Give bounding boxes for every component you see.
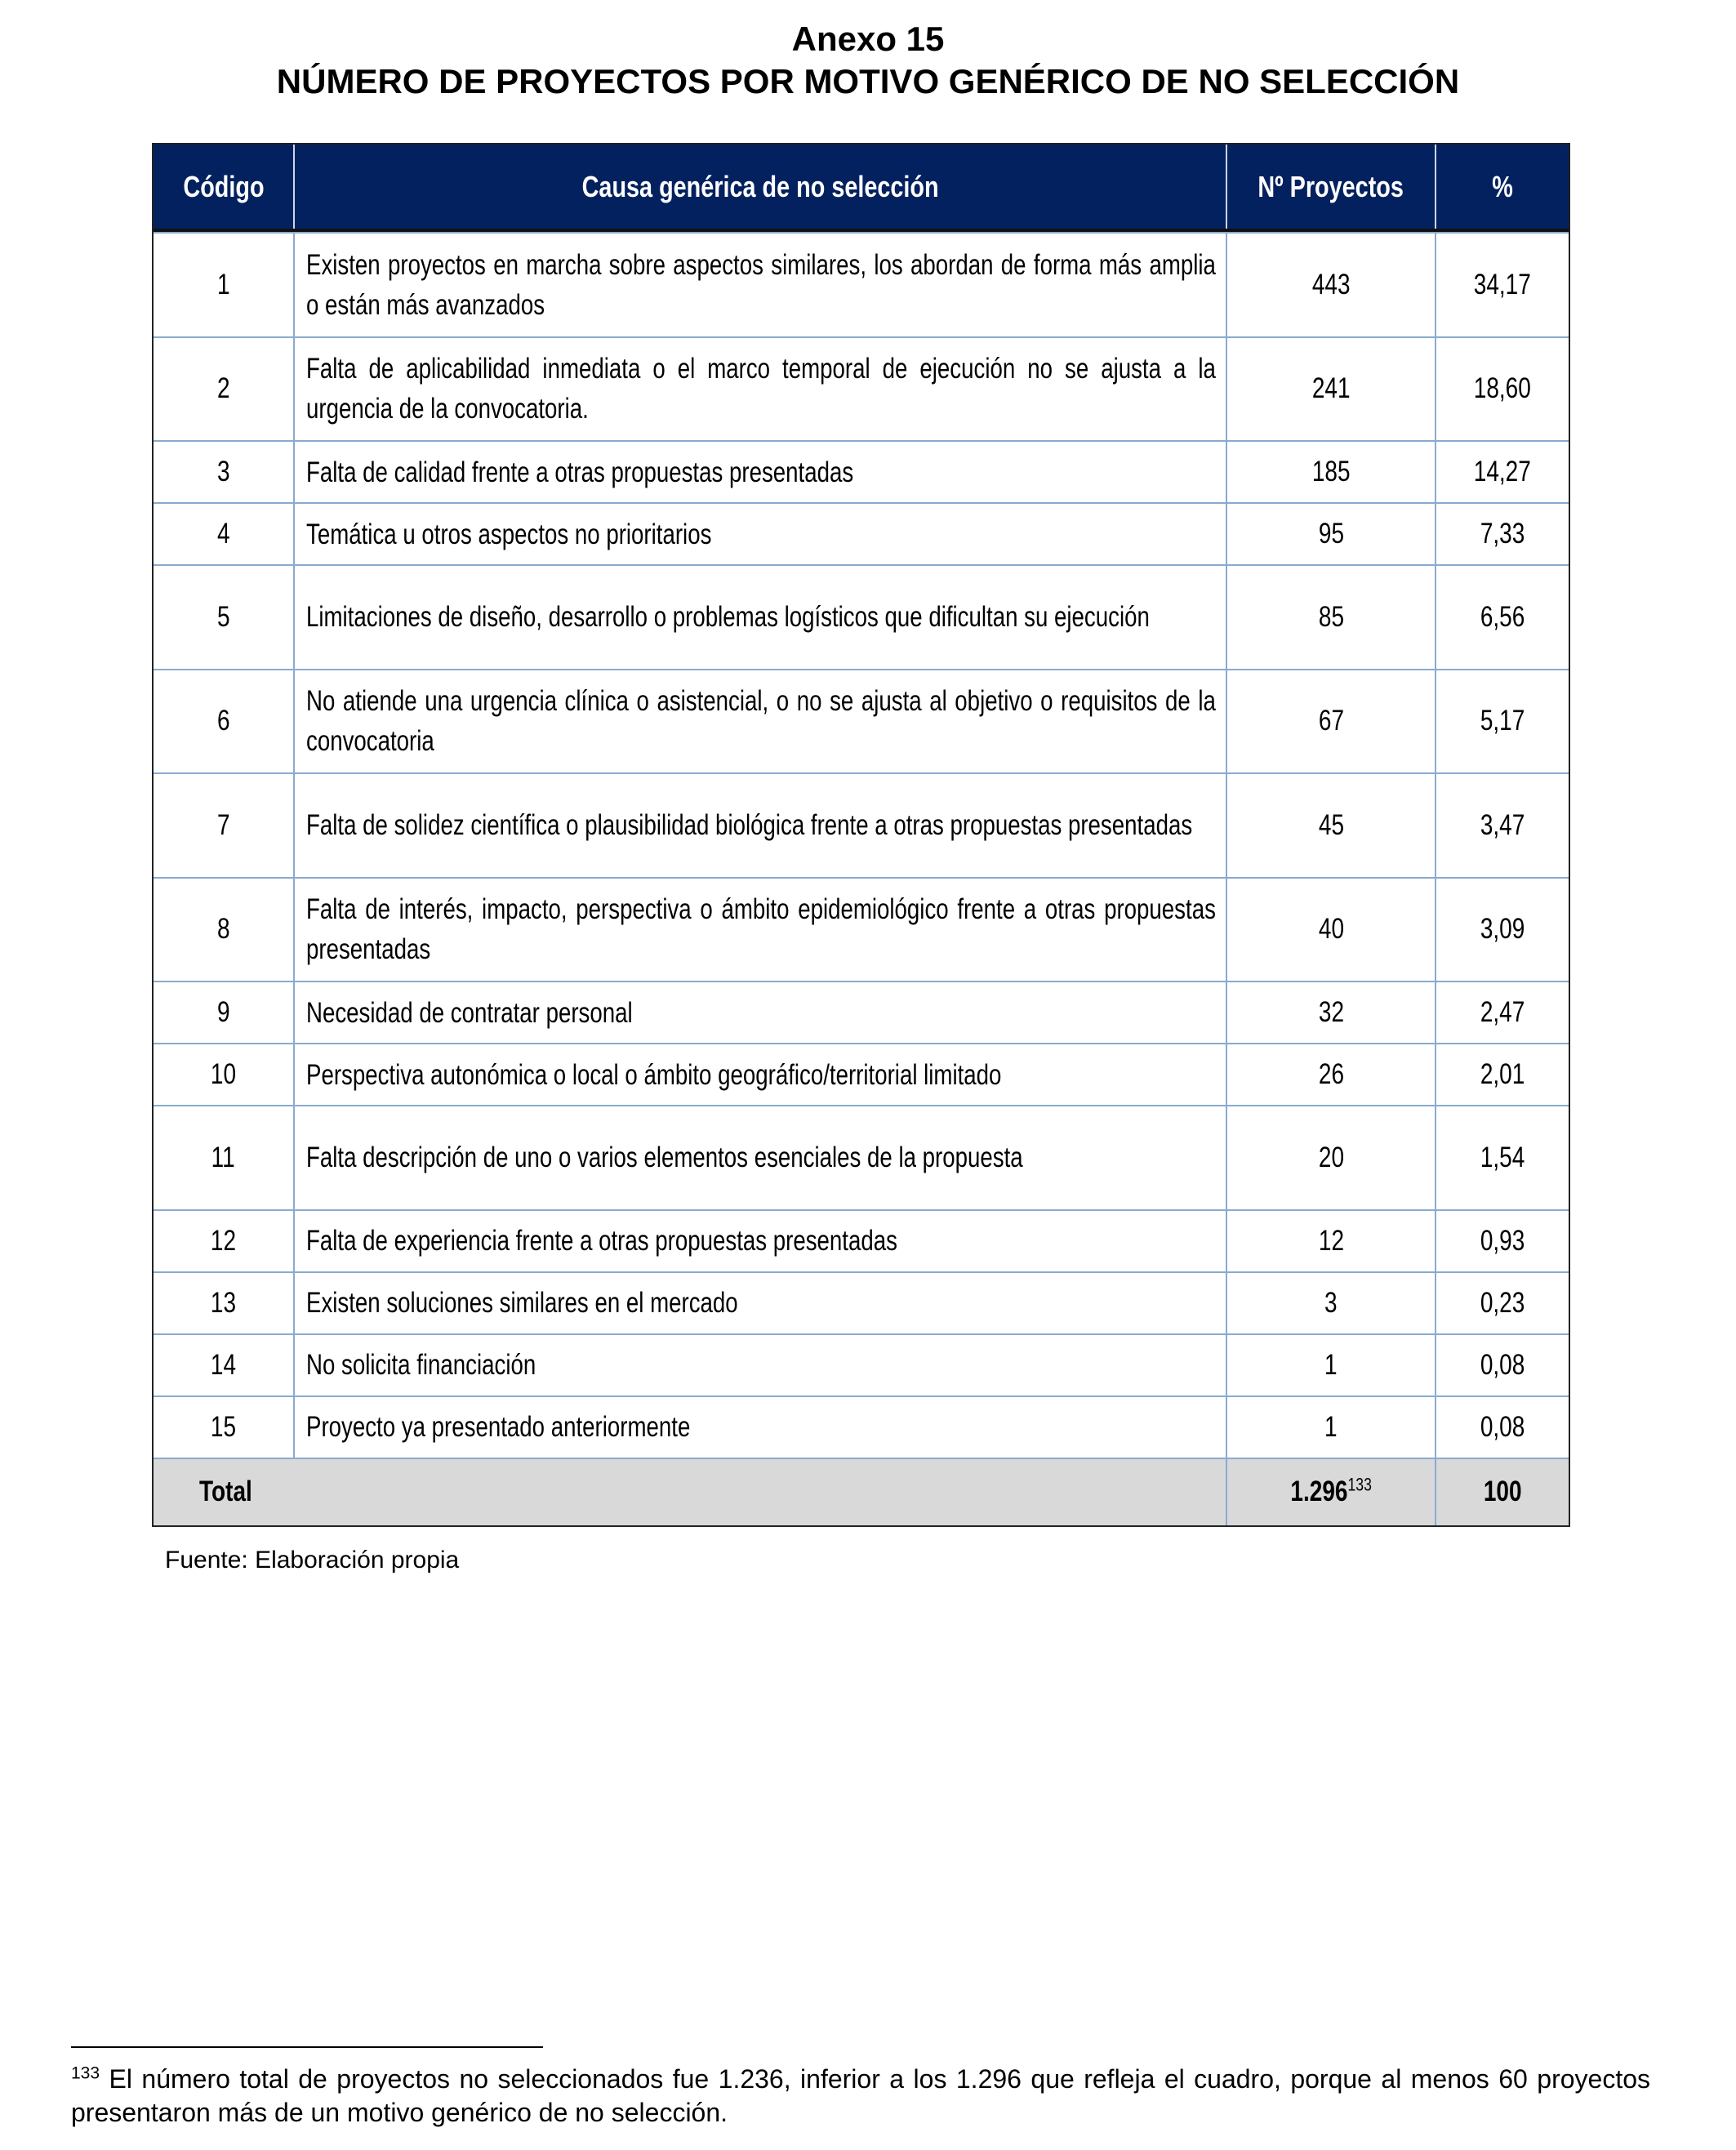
projects-cell: 3 bbox=[1226, 1273, 1435, 1333]
code-cell: 11 bbox=[211, 1141, 236, 1173]
percent-cell: 0,93 bbox=[1435, 1211, 1569, 1271]
code-cell: 8 bbox=[216, 913, 230, 946]
projects-cell: 85 bbox=[1226, 566, 1435, 669]
code-cell: 12 bbox=[210, 1224, 237, 1257]
column-header-projects: Nº Proyectos bbox=[1226, 145, 1435, 229]
code-cell: 2 bbox=[216, 372, 230, 405]
table-row bbox=[154, 564, 1569, 669]
cause-cell: Existen proyectos en marcha sobre aspectos similares, los abordan de forma más amplia o están más avanzados bbox=[293, 234, 1226, 336]
percent-cell: 18,60 bbox=[1435, 338, 1569, 441]
code-cell: 14 bbox=[210, 1348, 237, 1381]
table-header-row bbox=[154, 145, 1569, 232]
source-note: Fuente: Elaboración propia bbox=[165, 1547, 460, 1574]
percent-cell: 3,47 bbox=[1435, 774, 1569, 877]
cause-cell: Falta de experiencia frente a otras propuestas presentadas bbox=[293, 1211, 1226, 1271]
projects-cell: 32 bbox=[1226, 982, 1435, 1043]
projects-cell: 20 bbox=[1226, 1106, 1435, 1209]
code-cell: 3 bbox=[216, 456, 230, 487]
table-row bbox=[154, 1333, 1569, 1395]
footnote-separator bbox=[71, 2046, 543, 2048]
table-row bbox=[154, 981, 1569, 1043]
code-cell: 6 bbox=[216, 705, 230, 737]
percent-cell: 3,09 bbox=[1435, 879, 1569, 982]
code-cell: 4 bbox=[216, 518, 230, 550]
total-label: Total bbox=[199, 1476, 252, 1507]
percent-cell: 2,01 bbox=[1435, 1044, 1569, 1105]
table-row bbox=[154, 772, 1569, 877]
projects-cell: 443 bbox=[1226, 234, 1435, 336]
table-row bbox=[154, 1395, 1569, 1458]
percent-cell: 2,47 bbox=[1435, 982, 1569, 1043]
cause-cell: Proyecto ya presentado anteriormente bbox=[293, 1397, 1226, 1458]
cause-cell: Existen soluciones similares en el mercado bbox=[293, 1273, 1226, 1333]
cause-cell: Perspectiva autonómica o local o ámbito geográfico/territorial limitado bbox=[293, 1044, 1226, 1105]
table-row bbox=[154, 669, 1569, 773]
table-row bbox=[154, 336, 1569, 441]
table-row bbox=[154, 1271, 1569, 1333]
cause-cell: Limitaciones de diseño, desarrollo o problemas logísticos que dificultan su ejecución bbox=[293, 566, 1226, 669]
total-row bbox=[154, 1458, 1569, 1525]
footnote-number: 133 bbox=[71, 2063, 100, 2083]
percent-cell: 0,08 bbox=[1435, 1397, 1569, 1458]
cause-cell: Falta de calidad frente a otras propuestas presentadas bbox=[293, 442, 1226, 502]
projects-cell: 95 bbox=[1226, 504, 1435, 564]
table-row bbox=[154, 877, 1569, 982]
footnote-text: El número total de proyectos no seleccionados fue 1.236, inferior a los 1.296 que refleja el cuadro, porque al menos 60 proyectos presentaron más de un motivo genérico de no selección. bbox=[71, 2064, 1651, 2127]
code-cell: 10 bbox=[210, 1058, 237, 1090]
table-row bbox=[154, 1043, 1569, 1105]
percent-cell: 34,17 bbox=[1435, 234, 1569, 336]
projects-cell: 241 bbox=[1226, 338, 1435, 441]
percent-cell: 5,17 bbox=[1435, 670, 1569, 773]
cause-cell: Temática u otros aspectos no prioritarios bbox=[293, 504, 1226, 564]
table-row bbox=[154, 1105, 1569, 1209]
annex-label: Anexo 15 bbox=[791, 20, 945, 58]
cause-cell: No atiende una urgencia clínica o asistencial, o no se ajusta al objetivo o requisitos de la convocatoria bbox=[293, 670, 1226, 773]
column-header-percent: % bbox=[1435, 145, 1569, 229]
code-cell: 9 bbox=[216, 996, 230, 1028]
cause-cell: No solicita financiación bbox=[293, 1335, 1226, 1395]
cause-cell: Falta de solidez científica o plausibilidad biológica frente a otras propuestas presentadas bbox=[293, 774, 1226, 877]
column-header-cause: Causa genérica de no selección bbox=[293, 145, 1226, 229]
projects-cell: 40 bbox=[1226, 879, 1435, 982]
percent-cell: 0,08 bbox=[1435, 1335, 1569, 1395]
cause-cell: Falta de aplicabilidad inmediata o el marco temporal de ejecución no se ajusta a la urgencia de la convocatoria. bbox=[293, 338, 1226, 441]
projects-cell: 67 bbox=[1226, 670, 1435, 773]
page-title: NÚMERO DE PROYECTOS POR MOTIVO GENÉRICO DE NO SELECCIÓN bbox=[276, 62, 1460, 100]
projects-cell: 26 bbox=[1226, 1044, 1435, 1105]
percent-cell: 7,33 bbox=[1435, 504, 1569, 564]
cause-cell: Falta de interés, impacto, perspectiva o ámbito epidemiológico frente a otras propuestas presentadas bbox=[293, 879, 1226, 982]
projects-cell: 1 bbox=[1226, 1397, 1435, 1458]
percent-cell: 6,56 bbox=[1435, 566, 1569, 669]
table-row bbox=[154, 440, 1569, 502]
footnote bbox=[71, 2063, 1650, 2130]
projects-cell: 12 bbox=[1226, 1211, 1435, 1271]
total-projects: 1.296$^{133}$ bbox=[1226, 1459, 1435, 1525]
code-cell: 13 bbox=[210, 1286, 237, 1319]
projects-cell: 1 bbox=[1226, 1335, 1435, 1395]
footnote-ref: 133 bbox=[1347, 1474, 1372, 1495]
percent-cell: 14,27 bbox=[1435, 442, 1569, 502]
percent-cell: 1,54 bbox=[1435, 1106, 1569, 1209]
code-cell: 5 bbox=[216, 600, 230, 633]
code-cell: 7 bbox=[216, 808, 230, 841]
cause-cell: Falta descripción de uno o varios elementos esenciales de la propuesta bbox=[293, 1106, 1226, 1209]
percent-cell: 0,23 bbox=[1435, 1273, 1569, 1333]
table-row bbox=[154, 1209, 1569, 1271]
projects-cell: 185 bbox=[1226, 442, 1435, 502]
projects-table bbox=[152, 143, 1570, 1527]
total-percent: 100 bbox=[1435, 1459, 1569, 1525]
cause-cell: Necesidad de contratar personal bbox=[293, 982, 1226, 1043]
column-header-code: Código bbox=[182, 169, 265, 203]
code-cell: 15 bbox=[210, 1410, 237, 1443]
table-row bbox=[154, 502, 1569, 564]
table-row bbox=[154, 232, 1569, 336]
projects-cell: 45 bbox=[1226, 774, 1435, 877]
code-cell: 1 bbox=[216, 268, 230, 300]
